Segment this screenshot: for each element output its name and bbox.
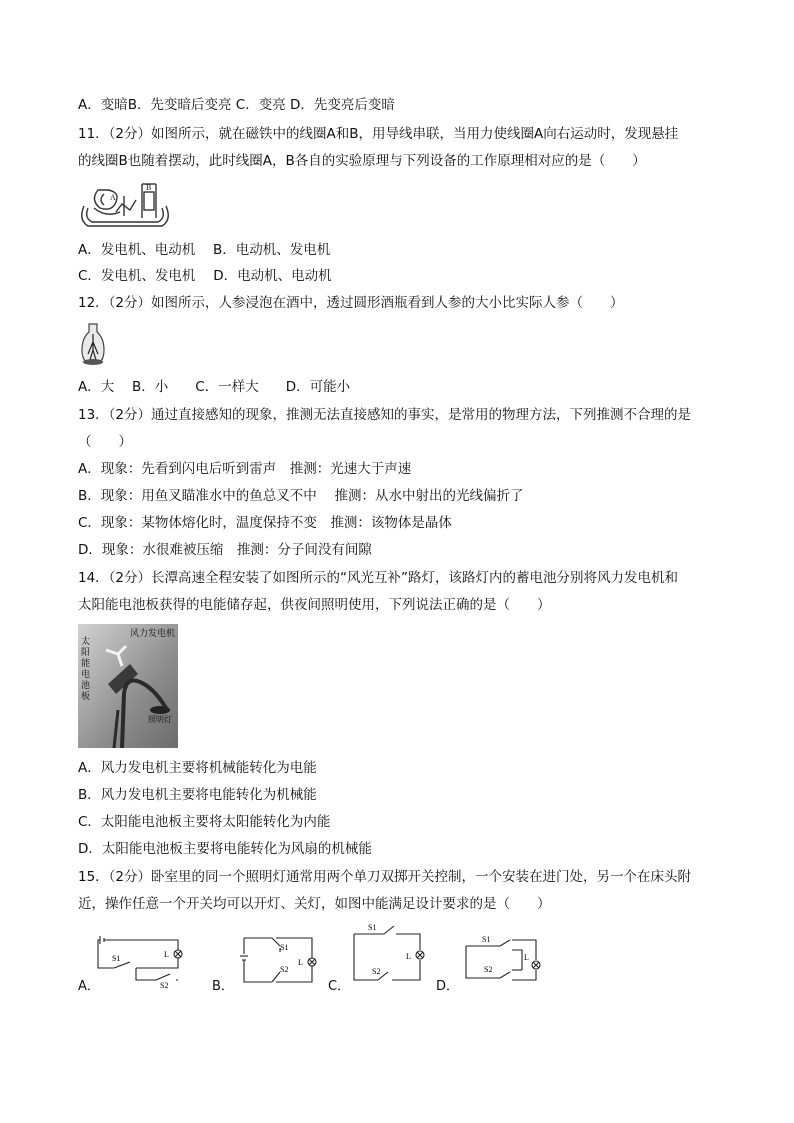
q14-option-c: C．太阳能电池板主要将太阳能转化为内能 [78, 814, 331, 830]
solar-char-1: 太 [81, 636, 91, 646]
solar-char-4: 电 [81, 669, 91, 679]
q11-label-a: A [110, 193, 116, 202]
q14-stem-line2: 太阳能电池板获得的电能储存起，供夜间照明使用，下列说法正确的是（ ） [78, 597, 551, 613]
q11-stem-line2: 的线圈B也随着摆动，此时线圈A，B各自的实验原理与下列设备的工作原理相对应的是（ ） [78, 153, 646, 169]
q13-stem-line1: 13．（2分）通过直接感知的现象，推测无法直接感知的事实，是常用的物理方法，下列推测不合理的是 [78, 407, 692, 423]
q11-magnet-coils-figure [76, 178, 174, 234]
solar-char-3: 能 [81, 658, 91, 668]
q15-b-s1: S1 [280, 943, 289, 952]
q10-options: A．变暗B．先变暗后变亮 C．变亮 D．先变亮后变暗 [78, 97, 395, 113]
q11-options-line1: A．发电机、电动机 B．电动机、发电机 [78, 242, 331, 258]
q15-c-l: L [406, 952, 411, 961]
q14-label-lamp: 照明灯 [148, 715, 172, 724]
q15-circuit-d [460, 930, 550, 988]
q15-b-s2: S2 [280, 965, 289, 974]
q14-street-lamp-photo [78, 624, 178, 748]
q15-choice-b: B． [212, 979, 234, 994]
q15-stem-line1: 15．（2分）卧室里的同一个照明灯通常用两个单刀双掷开关控制，一个安装在进门处，另一个在床头附 [78, 869, 692, 885]
q11-label-b: B [146, 183, 152, 192]
q15-b-l: L [298, 958, 303, 967]
q15-a-s2: S2 [160, 981, 169, 988]
solar-char-5: 池 [81, 680, 91, 690]
q12-stem: 12．（2分）如图所示，人参浸泡在酒中，透过圆形酒瓶看到人参的大小比实际人参（ ） [78, 295, 624, 311]
q15-circuit-b [236, 932, 326, 988]
q15-circuit-a [96, 932, 190, 988]
q15-circuit-c [348, 920, 436, 988]
q15-choice-c: C． [328, 979, 351, 994]
q15-choice-d: D． [436, 979, 460, 994]
q15-a-s1: S1 [112, 954, 121, 963]
q15-stem-line2: 近，操作任意一个开关均可以开灯、关灯，如图中能满足设计要求的是（ ） [78, 896, 551, 912]
q11-options-line2: C．发电机、发电机 D．电动机、电动机 [78, 268, 332, 284]
q14-option-a: A．风力发电机主要将机械能转化为电能 [78, 760, 317, 776]
q14-option-b: B．风力发电机主要将电能转化为机械能 [78, 787, 317, 803]
q13-stem-line2: （ ） [78, 434, 132, 450]
solar-char-6: 板 [81, 691, 91, 701]
q14-option-d: D．太阳能电池板主要将电能转化为风扇的机械能 [78, 841, 372, 857]
q15-d-l: L [524, 953, 529, 962]
q13-option-a: A．现象：先看到闪电后听到雷声 推测：光速大于声速 [78, 461, 412, 477]
q12-ginseng-bottle-figure [80, 320, 106, 368]
q15-c-s2: S2 [372, 967, 381, 976]
q13-option-b: B．现象：用鱼叉瞄准水中的鱼总叉不中 推测：从水中射出的光线偏折了 [78, 488, 524, 504]
solar-char-2: 阳 [81, 647, 91, 657]
q15-d-s2: S2 [484, 965, 493, 974]
q11-stem-line1: 11．（2分）如图所示，就在磁铁中的线圈A和B，用导线串联，当用力使线圈A向右运动时，发现悬挂 [78, 126, 679, 142]
q14-stem-line1: 14．（2分）长潭高速全程安装了如图所示的“风光互补”路灯，该路灯内的蓄电池分别将风力发电机和 [78, 570, 679, 586]
q15-d-s1: S1 [482, 935, 491, 944]
q12-options: A．大 B．小 C．一样大 D．可能小 [78, 379, 351, 395]
q15-a-l: L [164, 950, 169, 959]
q15-c-s1: S1 [368, 923, 377, 932]
q13-option-d: D．现象：水很难被压缩 推测：分子间没有间隙 [78, 542, 372, 558]
q13-option-c: C．现象：某物体熔化时，温度保持不变 推测：该物体是晶体 [78, 515, 452, 531]
q15-choice-a: A． [78, 979, 100, 994]
q14-label-wind: 风力发电机 [130, 628, 176, 638]
